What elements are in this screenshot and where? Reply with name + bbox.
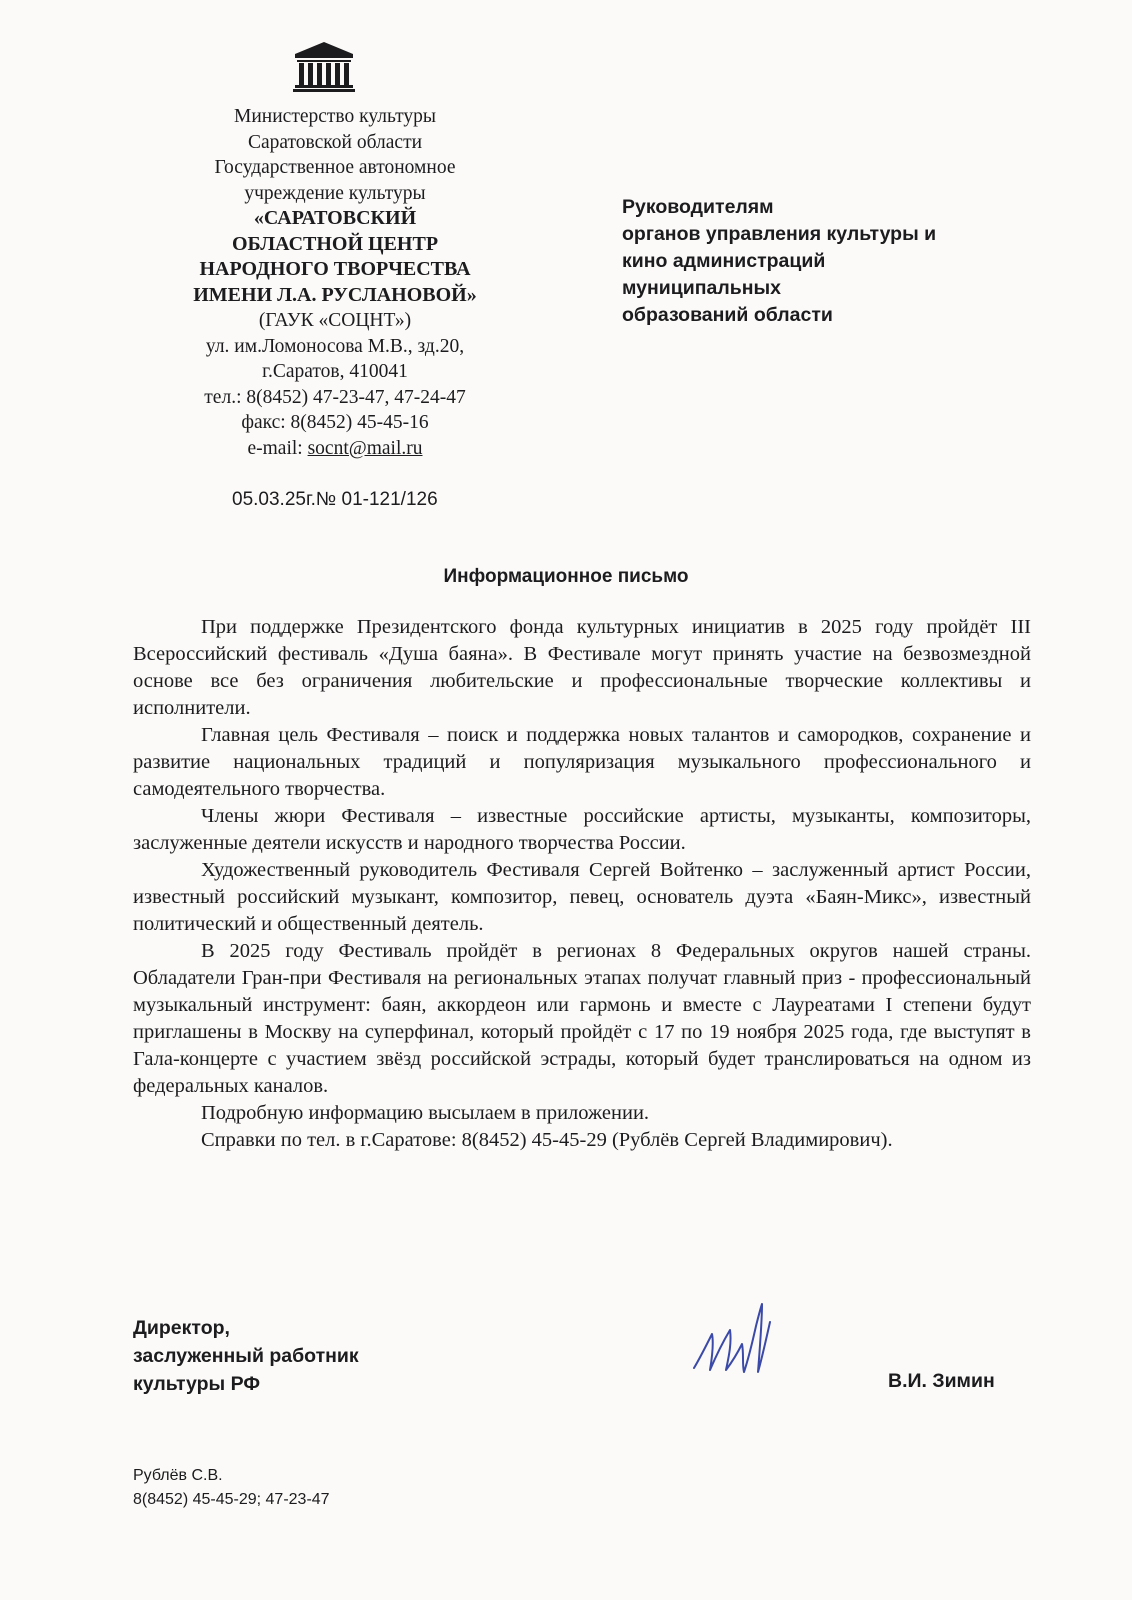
signatory-title [133, 1314, 359, 1398]
signatory-title-line: культуры РФ [133, 1373, 261, 1395]
executor-block [133, 1464, 330, 1512]
body-paragraph: Справки по тел. в г.Саратове: 8(8452) 45-45-29 (Рублёв Сергей Владимирович). [201, 1129, 893, 1151]
address-line: ул. им.Ломоносова М.В., зд.20, [205, 335, 465, 357]
email-link[interactable]: socnt@mail.ru [307, 437, 423, 459]
header-line: Государственное автономное [214, 157, 456, 178]
body-paragraph: Главная цель Фестиваля – поиск и поддержка новых талантов и самородков, сохранение и развитие национальных традиций и популяризация музыкального профессионального и самодеятельного творчества. [133, 724, 1031, 800]
phone-line: тел.: 8(8452) 47-23-47, 47-24-47 [204, 386, 466, 408]
addressee-line: образований области [622, 304, 833, 326]
organization-name-line: НАРОДНОГО ТВОРЧЕСТВА [199, 258, 471, 280]
handwritten-signature [690, 1300, 780, 1380]
addressee-block [622, 194, 936, 329]
registration-number: 05.03.25г.№ 01-121/126 [232, 489, 438, 510]
header-line: Саратовской области [247, 131, 423, 153]
addressee-line: Руководителям [622, 196, 774, 218]
header-line: учреждение культуры [244, 182, 426, 204]
signatory-title-line: заслуженный работник [133, 1345, 359, 1367]
theatre-building-icon [291, 40, 357, 92]
body-paragraph: Художественный руководитель Фестиваля Сергей Войтенко – заслуженный артист России, известный российский музыкант, композитор, певец, основатель дуэта «Баян-Микс», известный политический и общественный деятель. [133, 859, 1031, 935]
address-line: г.Саратов, 410041 [262, 361, 408, 382]
body-paragraph: В 2025 году Фестиваль пройдёт в регионах 8 Федеральных округов нашей страны. Обладатели Гран-при Фестиваля на региональных этапах получат главный приз - профессиональный музыкальный инструмент: баян, аккордеон или гармонь и вместе с Лауреатами I степени будут приглашены в Москву на суперфинал, который пройдёт с 17 по 19 ноября 2025 года, где выступят в Гала-концерте с участием звёзд российской эстрады, который будет транслироваться на одном из федеральных каналов. [133, 940, 1031, 1097]
signatory-name: В.И. Зимин [888, 1370, 995, 1392]
header-line: Министерство культуры [234, 106, 436, 127]
executor-phone: 8(8452) 45-45-29; 47-23-47 [133, 1491, 330, 1508]
email-line [170, 436, 500, 462]
executor-name: Рублёв С.В. [133, 1467, 223, 1484]
addressee-line: муниципальных [622, 277, 782, 299]
body-paragraph: Подробную информацию высылаем в приложении. [201, 1102, 650, 1124]
organization-name-line: ОБЛАСТНОЙ ЦЕНТР [231, 232, 439, 255]
organization-name-line: ИМЕНИ Л.А. РУСЛАНОВОЙ» [193, 283, 477, 306]
organization-name-line: «САРАТОВСКИЙ [253, 207, 417, 229]
addressee-line: органов управления культуры и [622, 223, 937, 245]
signatory-title-line: Директор, [133, 1317, 230, 1339]
letter-title: Информационное письмо [443, 566, 689, 587]
email-label: e-mail: [247, 437, 308, 459]
organization-abbr: (ГАУК «СОЦНТ») [258, 310, 412, 331]
fax-line: факс: 8(8452) 45-45-16 [241, 412, 429, 433]
organization-header [170, 104, 500, 461]
body-paragraph: Члены жюри Фестиваля – известные российские артисты, музыканты, композиторы, заслуженные деятели искусств и народного творчества России. [133, 805, 1031, 854]
body-paragraph: При поддержке Президентского фонда культурных инициатив в 2025 году пройдёт III Всероссийский фестиваль «Душа баяна». В Фестивале могут принять участие на безвозмездной основе все без ограничения любительские и профессиональные творческие коллективы и исполнители. [133, 616, 1031, 719]
letter-body [133, 614, 1031, 1154]
addressee-line: кино администраций [622, 250, 826, 272]
